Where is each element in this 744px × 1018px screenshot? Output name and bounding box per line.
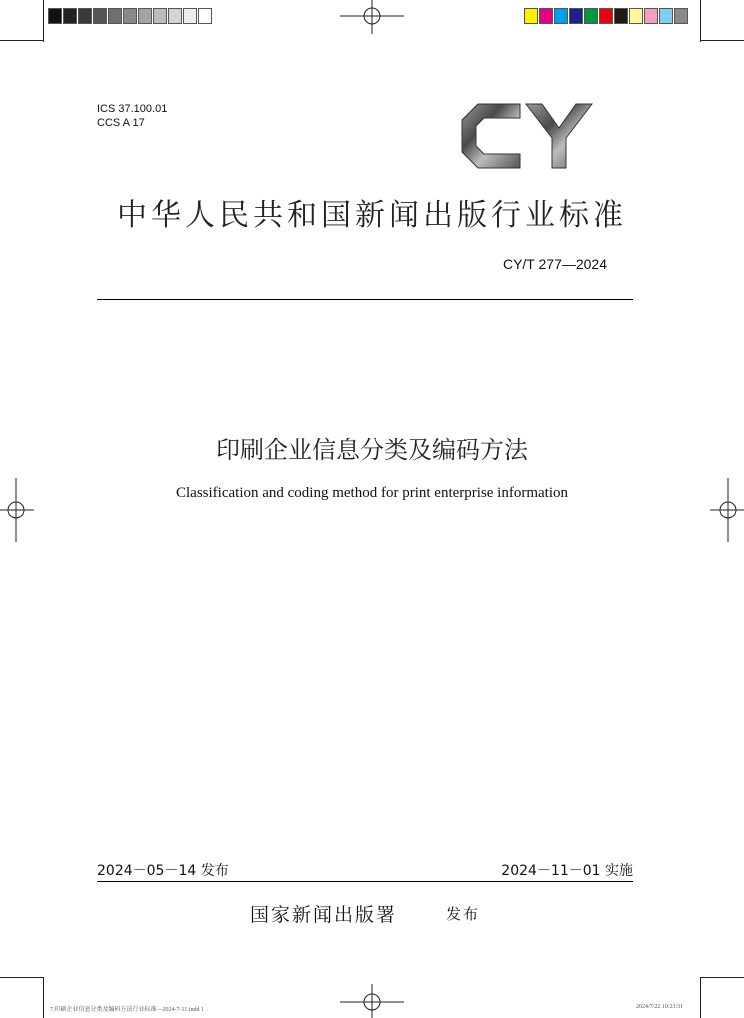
document-subtitle: Classification and coding method for print enterprise information xyxy=(176,485,568,501)
color-swatch xyxy=(659,8,673,24)
ccs-code: CCS A 17 xyxy=(97,117,145,129)
cy-logo xyxy=(458,98,598,172)
color-swatch xyxy=(78,8,92,24)
color-swatch xyxy=(138,8,152,24)
color-swatch xyxy=(93,8,107,24)
color-swatch xyxy=(674,8,688,24)
crop-mark xyxy=(43,0,44,42)
color-swatch xyxy=(614,8,628,24)
crop-mark xyxy=(700,977,701,1018)
color-swatch xyxy=(183,8,197,24)
divider xyxy=(97,881,633,882)
color-swatch xyxy=(644,8,658,24)
crop-mark xyxy=(43,977,44,1018)
registration-target-icon xyxy=(340,0,404,34)
color-swatch xyxy=(123,8,137,24)
footer-file-name: 7.印刷企业信息分类及编码方法行业标准—2024-7-11.indd 1 xyxy=(50,1007,204,1013)
color-swatch xyxy=(153,8,167,24)
publisher-name: 国家新闻出版署 xyxy=(250,904,398,926)
registration-target-icon xyxy=(340,984,404,1018)
color-swatch xyxy=(48,8,62,24)
footer-timestamp: 2024/7/22 10:23:31 xyxy=(636,1004,684,1010)
document-title: 印刷企业信息分类及编码方法 xyxy=(216,436,528,464)
classification-codes xyxy=(97,102,167,130)
color-swatch xyxy=(539,8,553,24)
color-swatch xyxy=(629,8,643,24)
publish-date: 2024－05－14 发布 xyxy=(97,863,229,879)
color-swatch xyxy=(554,8,568,24)
color-swatch xyxy=(524,8,538,24)
crop-mark xyxy=(700,0,701,42)
color-swatch xyxy=(108,8,122,24)
publisher-action: 发布 xyxy=(446,905,481,923)
standard-category-title: 中华人民共和国新闻出版行业标准 xyxy=(117,198,627,233)
color-swatch xyxy=(63,8,77,24)
crop-mark xyxy=(0,977,44,978)
color-swatch xyxy=(198,8,212,24)
crop-mark xyxy=(700,40,744,41)
crop-mark xyxy=(0,40,44,41)
color-swatch xyxy=(168,8,182,24)
gray-swatch-strip xyxy=(48,8,213,24)
implement-date: 2024－11－01 实施 xyxy=(501,863,633,879)
divider xyxy=(97,299,633,300)
color-swatch-strip xyxy=(524,8,689,24)
crop-mark xyxy=(700,977,744,978)
color-swatch xyxy=(599,8,613,24)
color-swatch xyxy=(569,8,583,24)
color-swatch xyxy=(584,8,598,24)
ics-code: ICS 37.100.01 xyxy=(97,103,168,115)
standard-number: CY/T 277—2024 xyxy=(502,256,607,272)
